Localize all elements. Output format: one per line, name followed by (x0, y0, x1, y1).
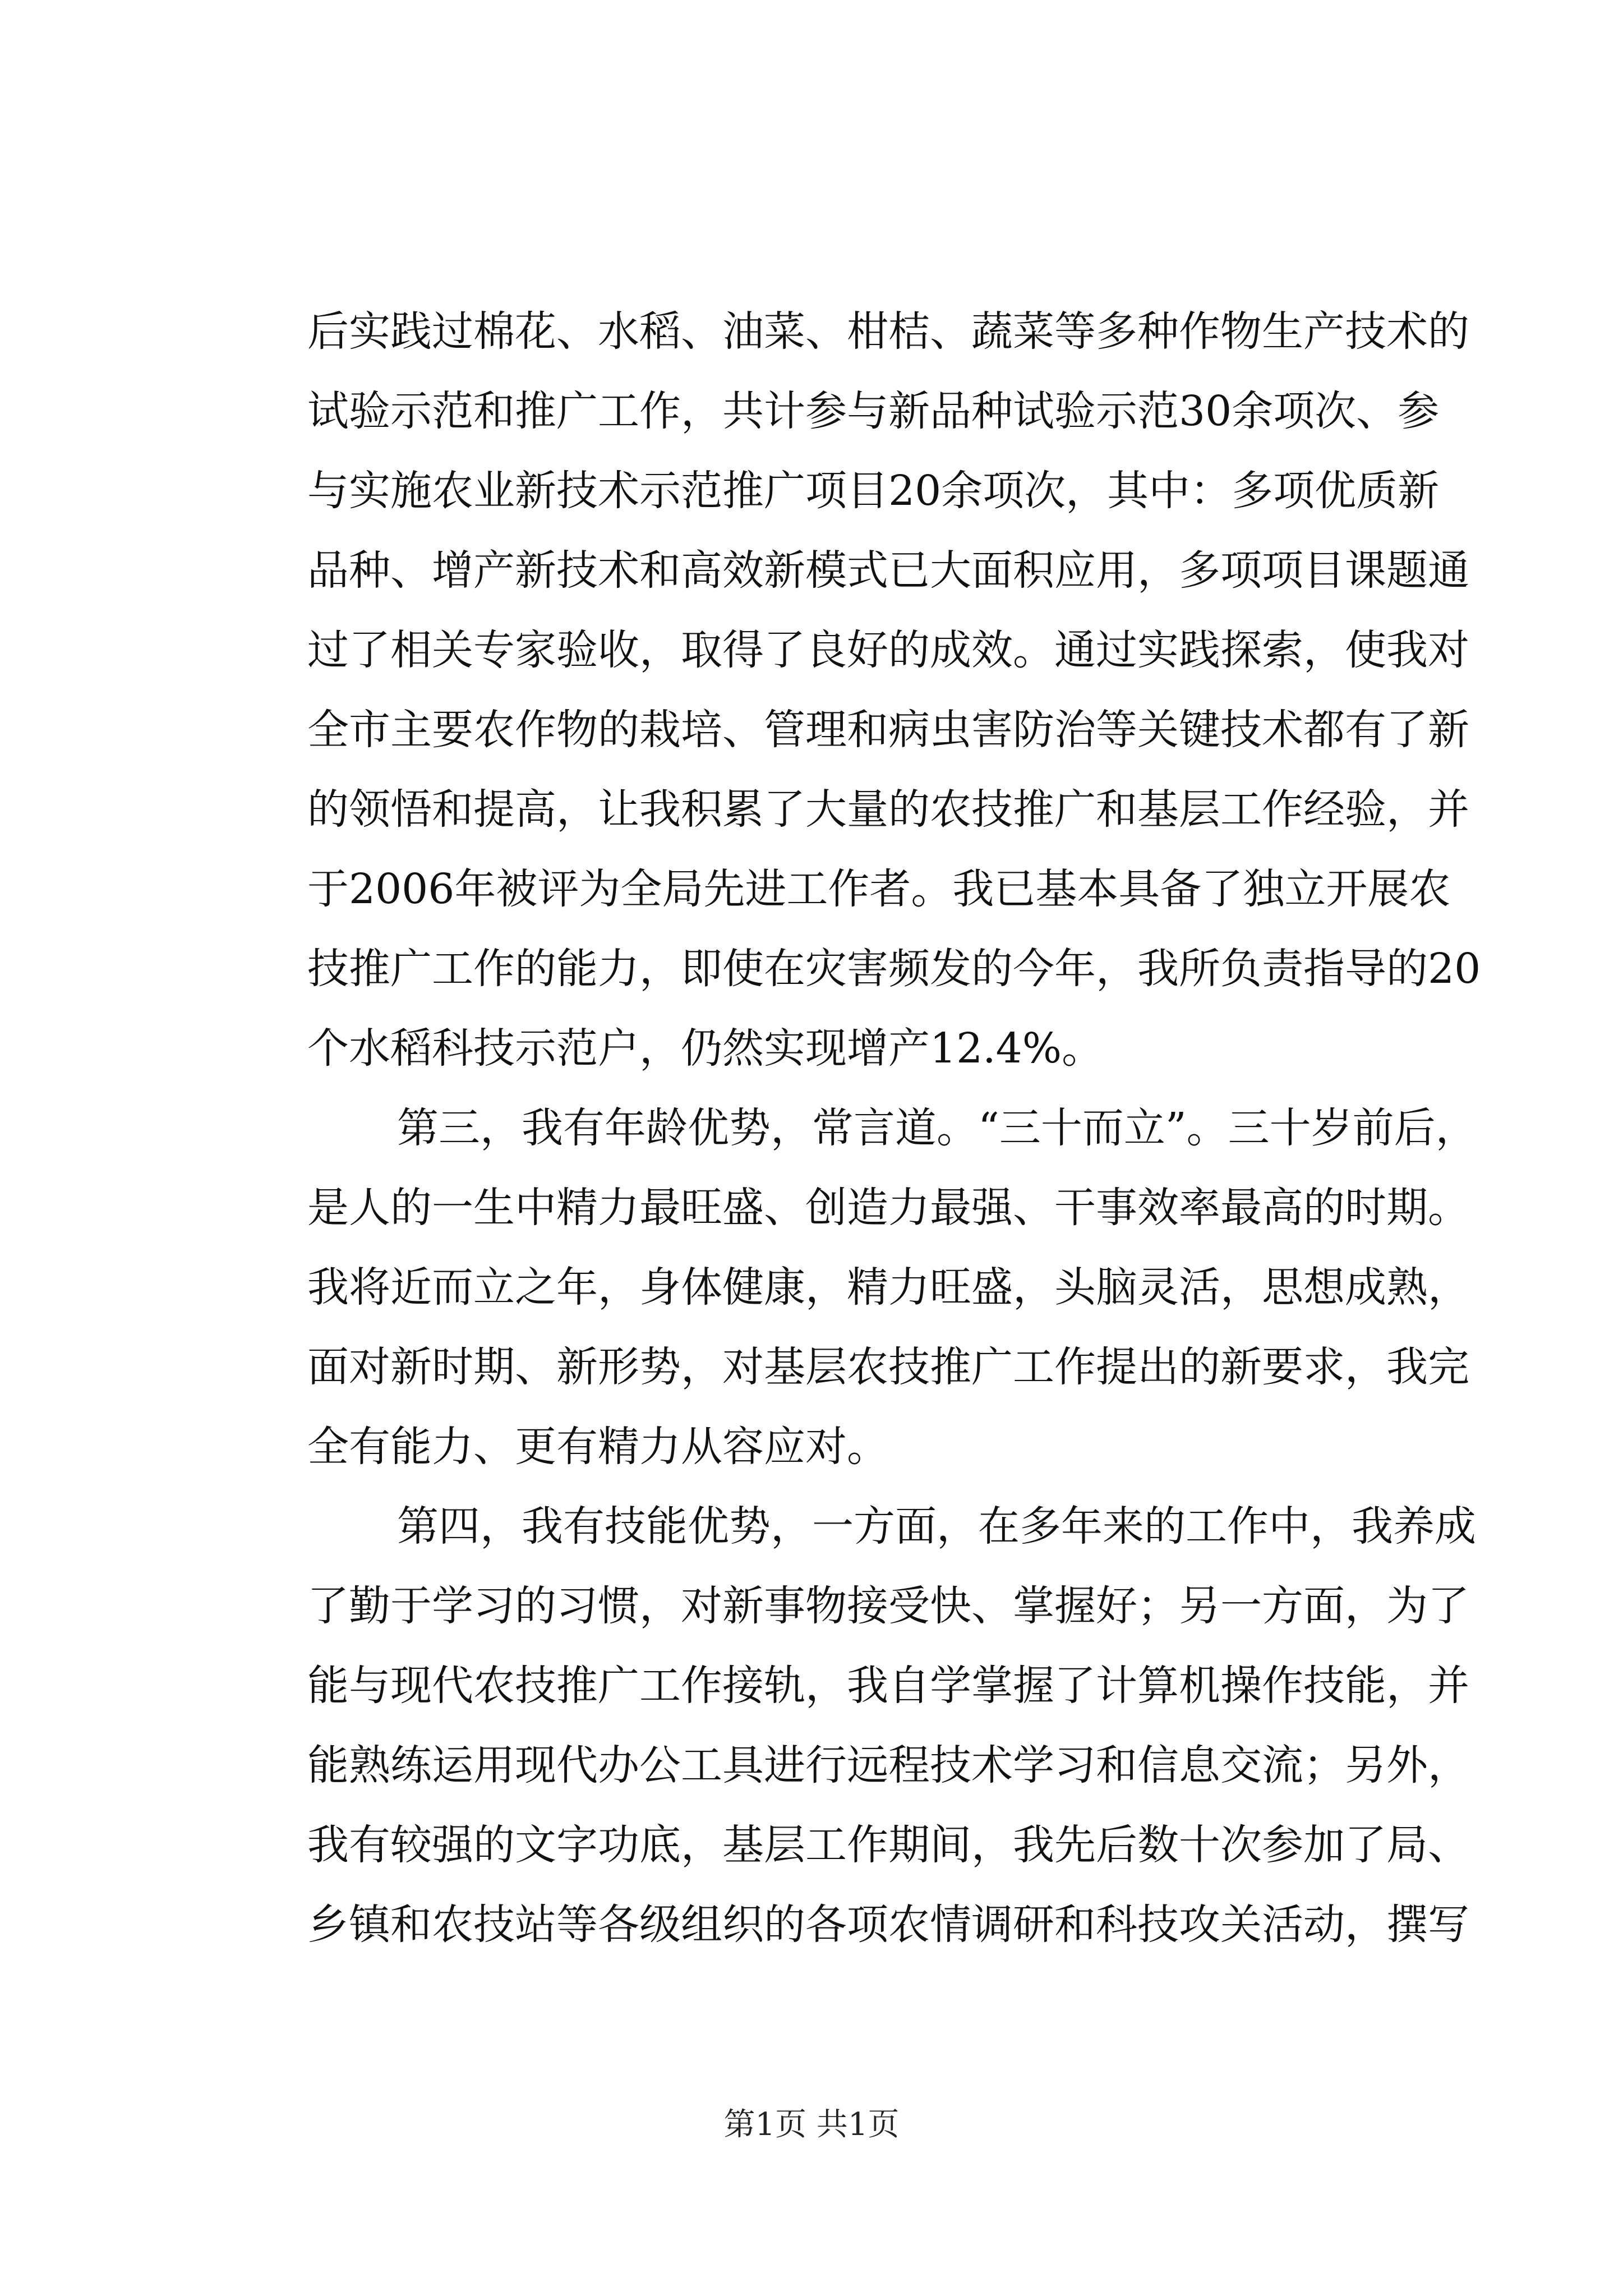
text-line: 与实施农业新技术示范推广项目20余项次，其中：多项优质新 (307, 467, 1440, 515)
text-line: 于2006年被评为全局先进工作者。我已基本具备了独立开展农 (307, 865, 1451, 913)
text-line: 能熟练运用现代办公工具进行远程技术学习和信息交流；另外， (307, 1741, 1469, 1789)
paragraph-2 (307, 1088, 1477, 1487)
text-line: 过了相关专家验收，取得了良好的成效。通过实践探索，使我对 (307, 626, 1469, 674)
text-line: 我将近而立之年，身体健康，精力旺盛，头脑灵活，思想成熟， (307, 1263, 1469, 1312)
text-line: 全市主要农作物的栽培、管理和病虫害防治等关键技术都有了新 (307, 706, 1469, 754)
text-line: 的领悟和提高，让我积累了大量的农技推广和基层工作经验，并 (307, 785, 1469, 834)
text-line: 了勤于学习的习惯，对新事物接受快、掌握好；另一方面，为了 (307, 1582, 1469, 1630)
text-line: 我有较强的文字功底，基层工作期间，我先后数十次参加了局、 (307, 1821, 1469, 1869)
text-line: 品种、增产新技术和高效新模式已大面积应用，多项项目课题通 (307, 546, 1469, 595)
text-line: 后实践过棉花、水稻、油菜、柑桔、蔬菜等多种作物生产技术的 (307, 307, 1469, 356)
text-line: 面对新时期、新形势，对基层农技推广工作提出的新要求，我完 (307, 1343, 1469, 1391)
paragraph-1 (307, 292, 1481, 1088)
text-line: 第四，我有技能优势，一方面，在多年来的工作中，我养成 (397, 1502, 1476, 1550)
text-line: 能与现代农技推广工作接轨，我自学掌握了计算机操作技能，并 (307, 1662, 1469, 1710)
text-line: 个水稻科技示范户，仍然实现增产12.4%。 (307, 1024, 1104, 1073)
text-line: 技推广工作的能力，即使在灾害频发的今年，我所负责指导的20 (307, 945, 1481, 993)
text-line: 是人的一生中精力最旺盛、创造力最强、干事效率最高的时期。 (307, 1184, 1469, 1232)
paragraph-3 (307, 1487, 1476, 1964)
text-line: 乡镇和农技站等各级组织的各项农情调研和科技攻关活动，撰写 (307, 1901, 1469, 1949)
page-footer: 第1页 共1页 (723, 2106, 900, 2143)
text-line: 第三，我有年龄优势，常言道。“三十而立”。三十岁前后， (397, 1104, 1477, 1152)
text-line: 全有能力、更有精力从容应对。 (307, 1423, 888, 1471)
text-line: 试验示范和推广工作，共计参与新品种试验示范30余项次、参 (307, 387, 1440, 435)
document-body (307, 292, 1481, 1964)
